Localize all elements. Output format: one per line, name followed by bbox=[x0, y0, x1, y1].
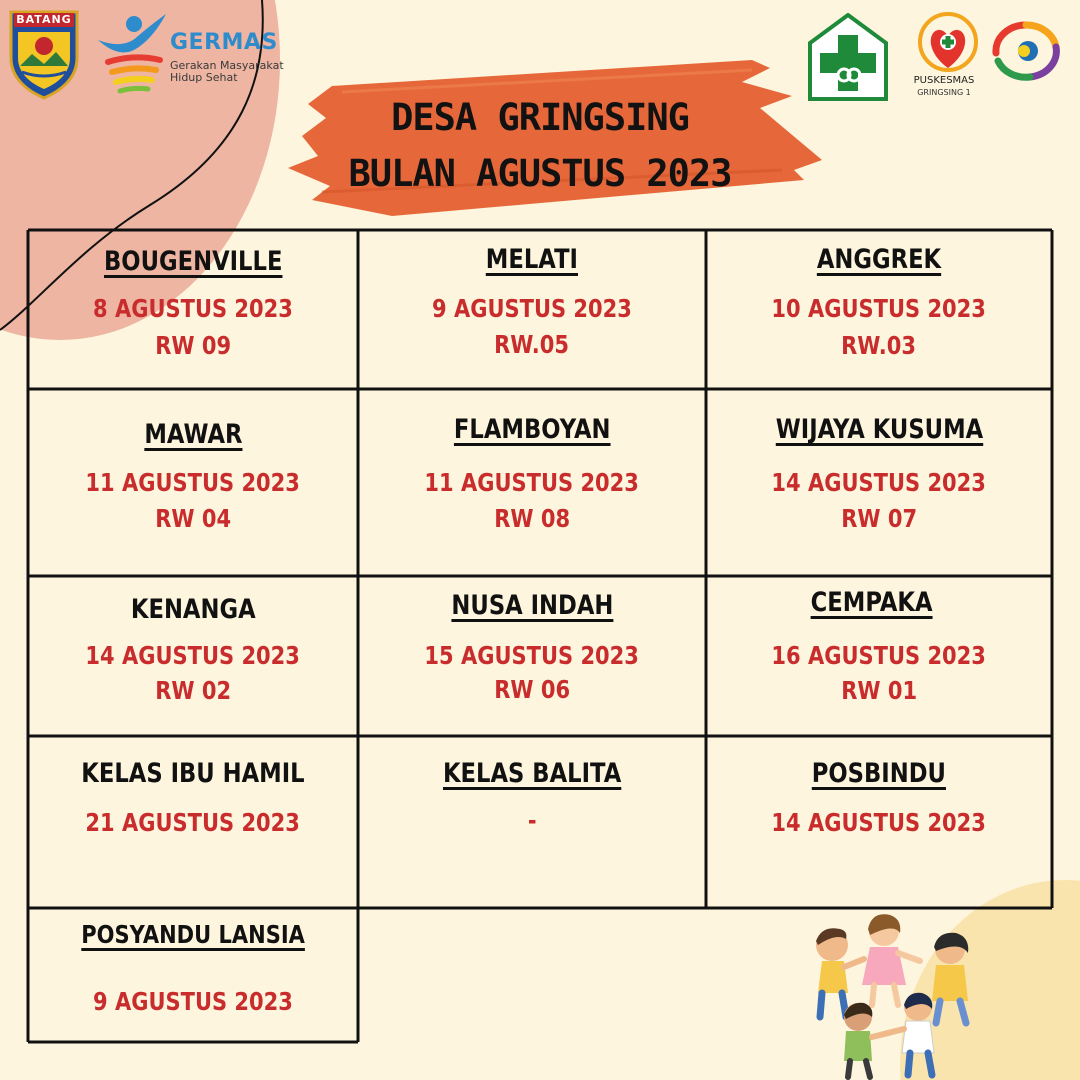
schedule-date: 16 AGUSTUS 2023 bbox=[771, 641, 987, 670]
schedule-cell-posbindu bbox=[706, 736, 1052, 908]
schedule-cell-kenanga bbox=[28, 576, 358, 736]
schedule-cell-mawar bbox=[28, 389, 358, 576]
posyandu-name: BOUGENVILLE bbox=[103, 246, 283, 277]
schedule-date: 11 AGUSTUS 2023 bbox=[85, 468, 301, 497]
schedule-date: 15 AGUSTUS 2023 bbox=[424, 641, 640, 670]
program-name: POSBINDU bbox=[811, 758, 947, 789]
posyandu-name: ANGGREK bbox=[816, 244, 942, 275]
schedule-cell-wijaya-kusuma bbox=[706, 389, 1052, 576]
schedule-rw: RW 08 bbox=[494, 504, 570, 533]
title-line-2: BULAN AGUSTUS 2023 bbox=[348, 152, 732, 195]
germas-subtitle-line2: Hidup Sehat bbox=[170, 71, 238, 84]
schedule-date: 9 AGUSTUS 2023 bbox=[432, 294, 632, 323]
schedule-date: 8 AGUSTUS 2023 bbox=[93, 294, 293, 323]
posyandu-name: NUSA INDAH bbox=[451, 590, 613, 621]
schedule-cell-posyandu-lansia bbox=[28, 908, 358, 1042]
germas-subtitle-line1: Gerakan Masyarakat bbox=[170, 59, 284, 72]
schedule-cell-bougenville bbox=[28, 230, 358, 389]
schedule-rw: RW 09 bbox=[155, 331, 231, 360]
program-name: KELAS IBU HAMIL bbox=[81, 758, 305, 789]
puskesmas-title: PUSKESMAS bbox=[913, 75, 975, 86]
posyandu-name: MELATI bbox=[485, 244, 579, 275]
puskesmas-subtitle: GRINGSING 1 bbox=[917, 88, 971, 97]
schedule-rw: RW.05 bbox=[494, 330, 570, 359]
schedule-rw: RW 07 bbox=[841, 504, 917, 533]
schedule-date: 10 AGUSTUS 2023 bbox=[771, 294, 987, 323]
schedule-rw: RW 06 bbox=[494, 675, 570, 704]
schedule-date: 14 AGUSTUS 2023 bbox=[771, 808, 987, 837]
batang-label: BATANG bbox=[16, 13, 72, 26]
schedule-date: 14 AGUSTUS 2023 bbox=[771, 468, 987, 497]
schedule-rw: RW.03 bbox=[841, 331, 917, 360]
schedule-cell-melati bbox=[358, 230, 706, 389]
schedule-cell-anggrek bbox=[706, 230, 1052, 389]
schedule-date: 11 AGUSTUS 2023 bbox=[424, 468, 640, 497]
program-name: POSYANDU LANSIA bbox=[81, 920, 305, 949]
program-name: KELAS BALITA bbox=[442, 758, 622, 789]
schedule-rw: RW 02 bbox=[155, 676, 231, 705]
schedule-cell-kelas-balita bbox=[358, 736, 706, 908]
schedule-date: 14 AGUSTUS 2023 bbox=[85, 641, 301, 670]
schedule-cell-flamboyan bbox=[358, 389, 706, 576]
schedule-cell-cempaka bbox=[706, 576, 1052, 736]
schedule-date: 21 AGUSTUS 2023 bbox=[85, 808, 301, 837]
posyandu-name: CEMPAKA bbox=[811, 587, 933, 618]
children-circle-illustration bbox=[800, 905, 990, 1080]
posyandu-name: FLAMBOYAN bbox=[453, 414, 611, 445]
title-line-1: DESA GRINGSING bbox=[391, 96, 689, 139]
schedule-rw: RW 01 bbox=[841, 676, 917, 705]
schedule-cell-kelas-ibu-hamil bbox=[28, 736, 358, 908]
posyandu-name: WIJAYA KUSUMA bbox=[775, 414, 983, 445]
schedule-rw: RW 04 bbox=[155, 504, 231, 533]
posyandu-name: MAWAR bbox=[143, 419, 243, 450]
posyandu-name: KENANGA bbox=[130, 594, 256, 625]
schedule-date: 9 AGUSTUS 2023 bbox=[93, 987, 293, 1016]
schedule-cell-nusa-indah bbox=[358, 576, 706, 736]
schedule-date: - bbox=[527, 806, 537, 835]
germas-title: GERMAS bbox=[170, 30, 278, 55]
